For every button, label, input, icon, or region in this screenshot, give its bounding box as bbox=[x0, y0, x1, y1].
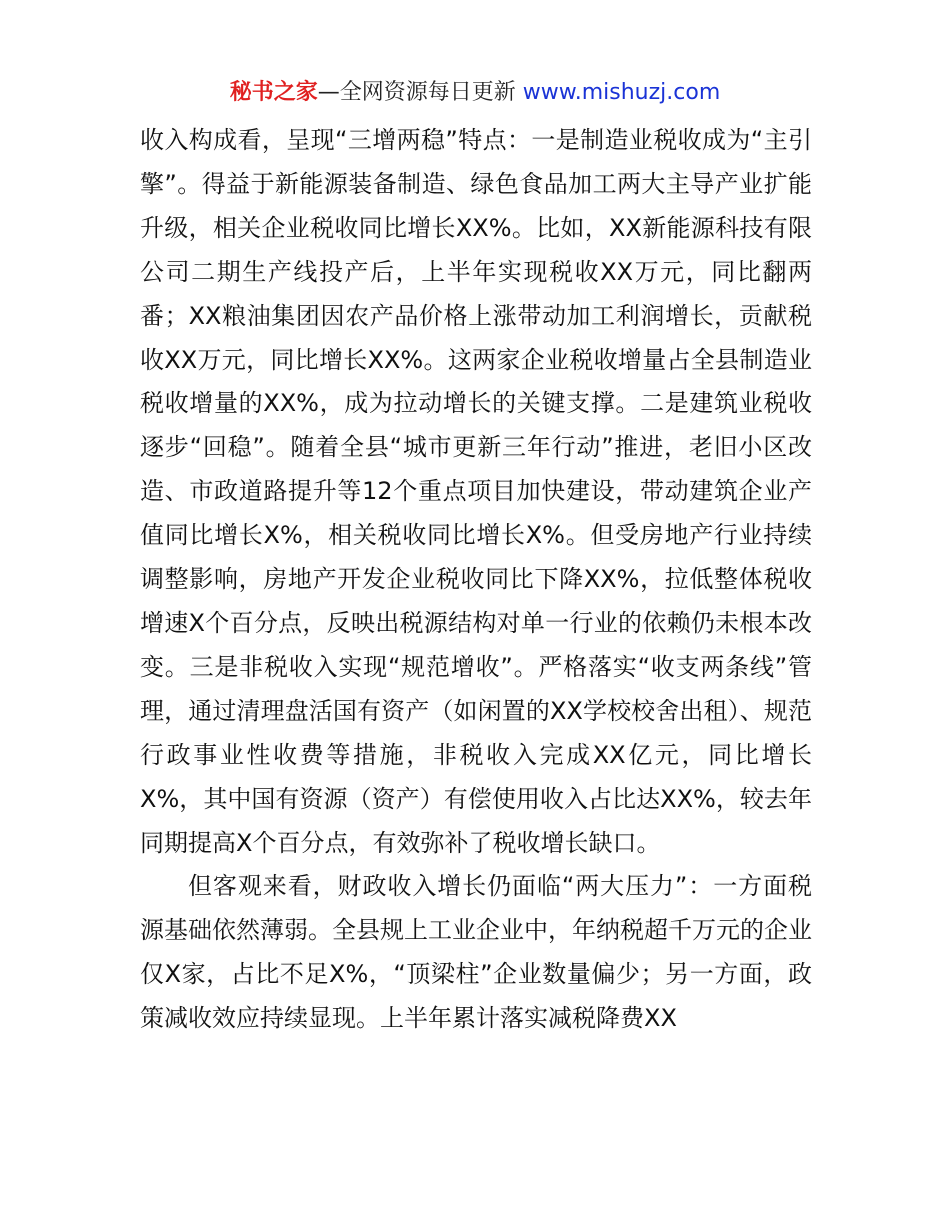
paragraph-2: 但客观来看，财政收入增长仍面临“两大压力”：一方面税源基础依然薄弱。全县规上工业企业中，年纳税超千万元的企业仅X家，占比不足X%，“顶梁柱”企业数量偏少；另一方面，政策减收效应持续显现。上半年累计落实减税降费XX bbox=[140, 872, 812, 1033]
header-tagline: —全网资源每日更新 bbox=[317, 80, 516, 105]
brand-name: 秘书之家 bbox=[229, 80, 318, 105]
page-header bbox=[0, 78, 950, 108]
site-url-link[interactable]: www.mishuzj.com bbox=[522, 80, 721, 105]
document-body bbox=[140, 119, 812, 1041]
paragraph-1: 收入构成看，呈现“三增两稳”特点：一是制造业税收成为“主引擎”。得益于新能源装备制造、绿色食品加工两大主导产业扩能升级，相关企业税收同比增长XX%。比如，XX新能源科技有限公司二期生产线投产后，上半年实现税收XX万元，同比翻两番；XX粮油集团因农产品价格上涨带动加工利润增长，贡献税收XX万元，同比增长XX%。这两家企业税收增量占全县制造业税收增量的XX%，成为拉动增长的关键支撑。二是建筑业税收逐步“回稳”。随着全县“城市更新三年行动”推进，老旧小区改造、市政道路提升等12个重点项目加快建设，带动建筑企业产值同比增长X%，相关税收同比增长X%。但受房地产行业持续调整影响，房地产开发企业税收同比下降XX%，拉低整体税收增速X个百分点，反映出税源结构对单一行业的依赖仍未根本改变。三是非税收入实现“规范增收”。严格落实“收支两条线”管理，通过清理盘活国有资产（如闲置的XX学校校舍出租）、规范行政事业性收费等措施，非税收入完成XX亿元，同比增长X%，其中国有资源（资产）有偿使用收入占比达XX%，较去年同期提高X个百分点，有效弥补了税收增长缺口。 bbox=[140, 126, 812, 857]
